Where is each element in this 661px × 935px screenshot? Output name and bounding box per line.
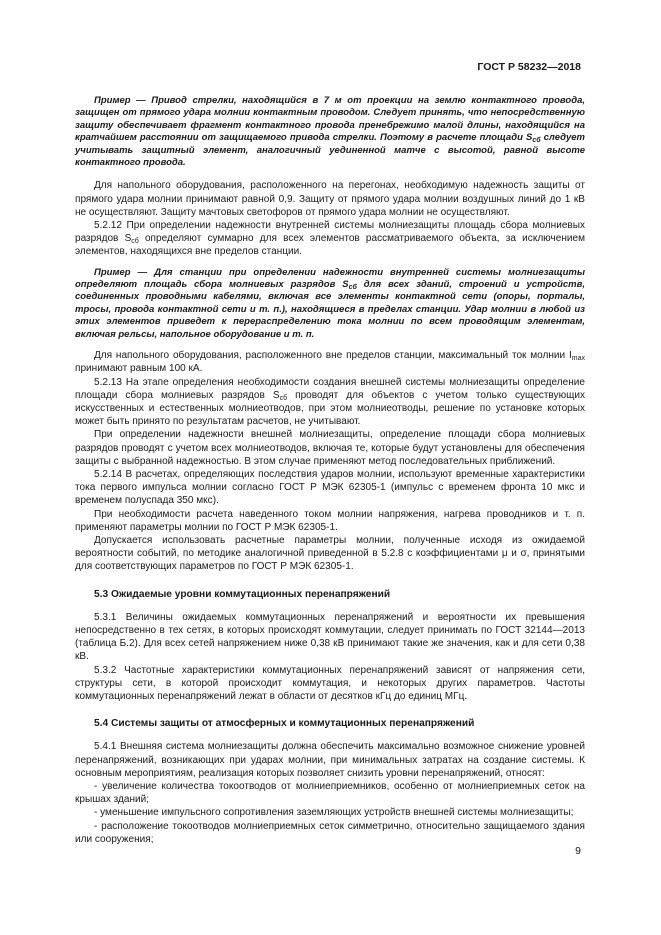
paragraph-5-2-12: 5.2.12 При определении надежности внутренней системы молниезащиты площадь сбора молниевых разрядов $S_{сб}$ определяют суммарно для всех элементов рассматриваемого объекта, за исключением элементов, находящихся вне пределов станции.	[75, 220, 585, 258]
section-heading-5-4: 5.4 Системы защиты от атмосферных и коммутационных перенапряжений	[94, 718, 475, 730]
example-note-station: Пример — Для станции при определении надежности внутренней системы молниезащиты определяют площадь сбора молниевых разрядов $S_{сб}$ для всех зданий, строений и устройств, соединенных проводными кабелями, включая все элементы контактной сети (опоры, порталы, тросы, провода контактной сети и т. п.), находящиеся в пределах станции. Удар молнии в любой из этих элементов приведет к перераспределению тока молнии по всем проводящим элементам, включая рельсы, напольное оборудование и т. п.	[75, 266, 585, 340]
list-item: - увеличение количества токоотводов от молниеприемников, особенно от молниеприемных сеток на крышах зданий;	[75, 780, 585, 806]
paragraph-floor-equipment-outside: Для напольного оборудования, расположенного вне пределов станции, максимальный ток молнии $I_{max}$ принимают равным 100 кА.	[75, 350, 585, 375]
page-body	[75, 95, 585, 846]
paragraph-induced-voltage: При необходимости расчета наведенного током молнии напряжения, нагрева проводников и т. п. применяют параметры молнии по ГОСТ Р МЭК 62305-1.	[75, 508, 585, 533]
example-note-switch-drive: Пример — Привод стрелки, находящийся в 7 м от проекции на землю контактного провода, защищен от прямого удара молнии контактным проводом. Следует принять, что непосредственную защиту обеспечивает фрагмент контактного провода пренебрежимо малой длины, находящийся на кратчайшем расстоянии от защищаемого привода стрелки. Поэтому в расчете площади $S_{сб}$ следует учитывать защитный элемент, аналогичный уединенной матче с высотой, равной высоте контактного провода.	[75, 95, 585, 169]
paragraph-5-2-13: 5.2.13 На этапе определения необходимости создания внешней системы молниезащиты определение площади сбора молниевых разрядов $S_{сб}$ проводят для объектов с учетом только существующих искусственных и естественных молниеотводов, при этом молниеотводы, решение по установке которых может быть принято по результатам расчетов, не учитывают.	[75, 376, 586, 428]
paragraph-5-3-2: 5.3.2 Частотные характеристики коммутационных перенапряжений зависят от напряжения сети, структуры сети, в которой происходит коммутация, и некоторых других параметров. Частоты коммутационных перенапряжений лежат в области от десятков кГц до единиц МГц.	[75, 664, 585, 702]
paragraph-external-protection: При определении надежности внешней молниезащиты, определение площади сбора молниевых разрядов проводят с учетом всех молниеотводов, включая те, которые будут установлены для обеспечения защиты с выбранной надежностью. В этом случае применяют метод последовательных приближений.	[75, 429, 585, 467]
list-item: - уменьшение импульсного сопротивления заземляющих устройств внешней системы молниезащиты;	[94, 807, 574, 819]
section-heading-5-3: 5.3 Ожидаемые уровни коммутационных перенапряжений	[94, 588, 391, 600]
paragraph-5-2-14: 5.2.14 В расчетах, определяющих последствия ударов молнии, используют временные характеристики тока первого импульса молнии согласно ГОСТ Р МЭК 62305-1 (импульс с временем фронта 10 мкс и временем полуспада 350 мкс).	[75, 468, 585, 507]
paragraph-calculated-parameters: Допускается использовать расчетные параметры молнии, полученные исходя из ожидаемой вероятности событий, по методике аналогичной приведенной в 5.2.8 с коэффициентами μ и σ, принятыми для соответствующих параметров по ГОСТ Р МЭК 62305-1.	[75, 534, 585, 573]
list-item: - расположение токоотводов молниеприемных сеток симметрично, относительно защищаемого здания или сооружения;	[75, 820, 585, 845]
page-number: 9	[575, 845, 581, 857]
paragraph-floor-equipment-haul: Для напольного оборудования, расположенного на перегонах, необходимую надежность защиты от прямого удара молнии принимают равной 0,9. Защиту от прямого удара молнии воздушных линий до 1 кВ не осуществляют. Защиту мачтовых светофоров от прямого удара молнии не осуществляют.	[75, 180, 585, 218]
paragraph-5-4-1: 5.4.1 Внешняя система молниезащиты должна обеспечить максимально возможное снижение уровней перенапряжений, возникающих при ударах молнии, при минимальных затратах на создание системы. К основным мероприятиям, реализация которых позволяет снизить уровни перенапряжений, относят:	[75, 741, 585, 779]
document-standard-header: ГОСТ Р 58232—2018	[477, 61, 581, 73]
paragraph-5-3-1: 5.3.1 Величины ожидаемых коммутационных перенапряжений и вероятности их превышения непосредственно в тех сетях, в которых происходят коммутации, следует принимать по ГОСТ 32144—2013 (таблица Б.2). Для всех сетей напряжением ниже 0,38 кВ принимают такие же значения, как и для сети 0,38 кВ.	[75, 611, 585, 663]
